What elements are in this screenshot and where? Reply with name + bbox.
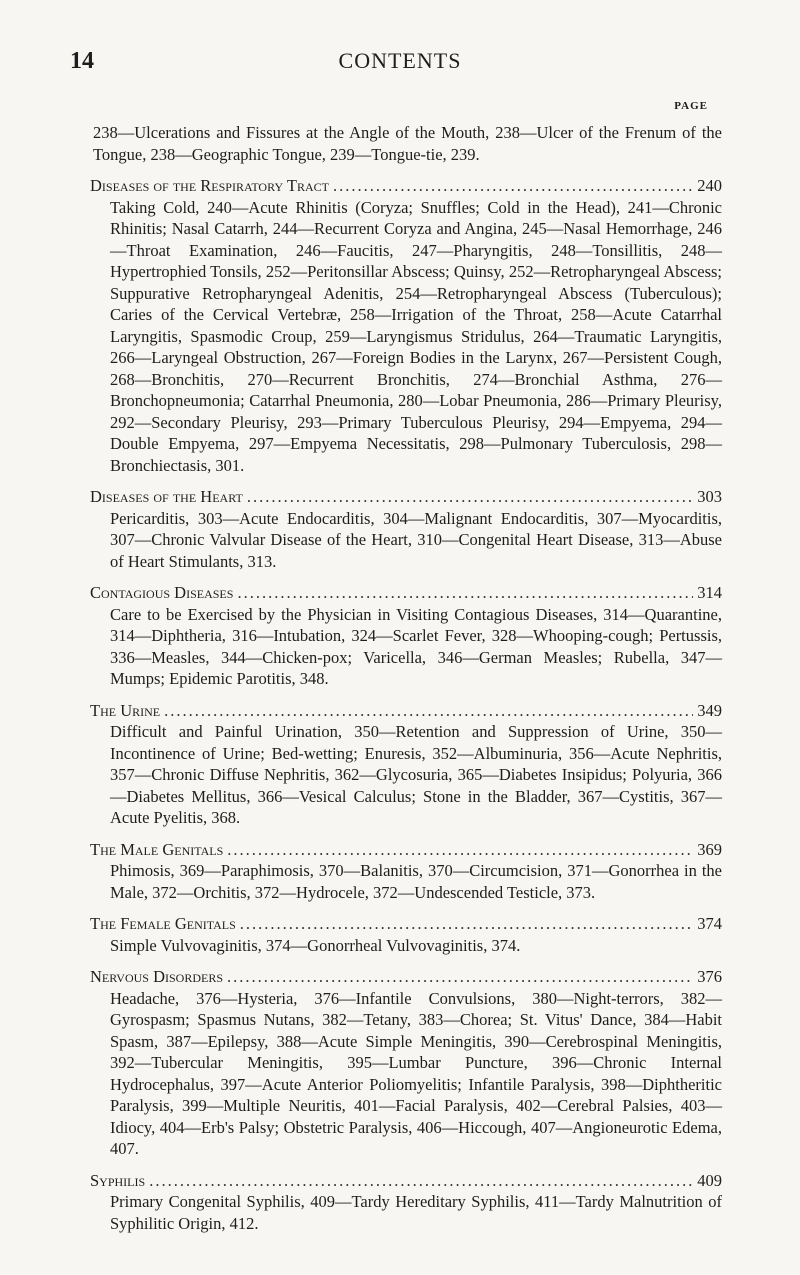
section-page-number: 376 (697, 967, 722, 986)
dot-leader (240, 913, 693, 935)
section-heading (90, 700, 722, 722)
section-page-number: 240 (697, 176, 722, 195)
section-entries: Phimosis, 369—Paraphimosis, 370—Balanitis, 370—Circumcision, 371—Gonorrhea in the Male, 372—Orchitis, 372—Hydrocele, 372—Undescended Testicle, 373. (110, 861, 722, 902)
dot-leader (149, 1170, 693, 1192)
section-female-genitals (90, 913, 722, 956)
section-urine (90, 700, 722, 829)
section-heading (90, 175, 722, 197)
section-heading (90, 1170, 722, 1192)
running-head: CONTENTS (338, 48, 462, 73)
section-title: Contagious Diseases (90, 583, 234, 602)
section-contagious-diseases (90, 582, 722, 690)
section-title: The Urine (90, 700, 161, 720)
section-heading (90, 839, 722, 861)
dot-leader (237, 582, 693, 604)
section-heading (90, 966, 722, 988)
section-heading (90, 486, 722, 508)
section-page-number: 349 (697, 700, 722, 720)
dot-leader (227, 966, 693, 988)
section-entries: Simple Vulvovaginitis, 374—Gonorrheal Vulvovaginitis, 374. (110, 935, 521, 955)
section-entries: Pericarditis, 303—Acute Endocarditis, 304—Malignant Endocarditis, 307—Myocarditis, 307—Chronic Valvular Disease of the Heart, 310—Congenital Heart Disease, 313—Abuse of Heart Stimulants, 313. (110, 508, 722, 571)
section-title: Syphilis (90, 1170, 146, 1190)
dot-leader (247, 486, 693, 508)
section-page-number: 409 (697, 1170, 722, 1190)
section-heart (90, 486, 722, 572)
dot-leader (333, 175, 693, 197)
section-entries: Care to be Exercised by the Physician in Visiting Contagious Diseases, 314—Quarantine, 314—Diphtheria, 316—Intubation, 324—Scarlet Fever, 328—Whooping-cough; Pertussis, 336—Measles, 344—Chicken-pox; Varicella, 346—German Measles; Rubella, 347—Mumps; Epidemic Parotitis, 348. (110, 604, 722, 688)
section-title: Nervous Disorders (90, 967, 224, 986)
section-nervous-disorders (90, 966, 722, 1160)
section-page-number: 369 (697, 839, 722, 859)
section-entries: Taking Cold, 240—Acute Rhinitis (Coryza; Snuffles; Cold in the Head), 241—Chronic Rhinitis; Nasal Catarrh, 244—Recurrent Coryza and Angina, 245—Nasal Hemorrhage, 246—Throat Examination, 246—Faucitis, 247—Pharyngitis, 248—Tonsillitis, 248—Hypertrophied Tonsils, 252—Peritonsillar Abscess; Quinsy, 252—Retropharyngeal Abscess; Suppurative Retropharyngeal Adenitis, 254—Retropharyngeal Abscess (Tuberculous); Caries of the Cervical Vertebræ, 258—Irrigation of the Throat, 258—Acute Catarrhal Laryngitis, Spasmodic Croup, 259—Laryngismus Stridulus, 264—Traumatic Laryngitis, 266—Laryngeal Obstruction, 267—Foreign Bodies in the Larynx, 267—Persistent Cough, 268—Bronchitis, 270—Recurrent Bronchitis, 274—Bronchial Asthma, 276—Bronchopneumonia; Catarrhal Pneumonia, 280—Lobar Pneumonia, 286—Primary Pleurisy, 292—Secondary Pleurisy, 293—Primary Tuberculous Pleurisy, 294—Empyema, 294—Double Empyema, 297—Empyema Necessitatis, 298—Pulmonary Tuberculosis, 298—Bronchiectasis, 301. (110, 197, 722, 475)
section-title: Diseases of the Respiratory Tract (90, 176, 330, 195)
section-page-number: 303 (697, 487, 722, 506)
dot-leader (227, 839, 693, 861)
contents-body (90, 122, 722, 1234)
section-heading (90, 913, 722, 935)
section-entries: Primary Congenital Syphilis, 409—Tardy Hereditary Syphilis, 411—Tardy Malnutrition of Syphilitic Origin, 412. (110, 1192, 722, 1233)
section-entries: Headache, 376—Hysteria, 376—Infantile Convulsions, 380—Night-terrors, 382—Gyrospasm; Spasmus Nutans, 382—Tetany, 383—Chorea; St. Vitus' Dance, 384—Habit Spasm, 387—Epilepsy, 388—Acute Simple Meningitis, 390—Cerebrospinal Meningitis, 392—Tubercular Meningitis, 395—Lumbar Puncture, 396—Chronic Internal Hydrocephalus, 397—Acute Anterior Poliomyelitis; Infantile Paralysis, 398—Diphtheritic Paralysis, 399—Multiple Neuritis, 401—Facial Paralysis, 402—Cerebral Palsies, 403—Idiocy, 404—Erb's Palsy; Obstetric Paralysis, 406—Hiccough, 407—Angioneurotic Edema, 407. (110, 988, 722, 1158)
section-page-number: 314 (697, 583, 722, 602)
section-title: The Male Genitals (90, 839, 224, 859)
dot-leader (164, 700, 693, 722)
section-male-genitals (90, 839, 722, 904)
section-title: Diseases of the Heart (90, 487, 243, 506)
section-title: The Female Genitals (90, 914, 236, 933)
section-heading (90, 582, 722, 604)
page-number: 14 (70, 48, 94, 74)
continued-entries: 238—Ulcerations and Fissures at the Angle of the Mouth, 238—Ulcer of the Frenum of the Tongue, 238—Geographic Tongue, 239—Tongue-tie, 239. (93, 123, 722, 164)
section-syphilis (90, 1170, 722, 1235)
section-page-number: 374 (697, 914, 722, 933)
section-respiratory-tract (90, 175, 722, 476)
section-entries: Difficult and Painful Urination, 350—Retention and Suppression of Urine, 350—Incontinence of Urine; Bed-wetting; Enuresis, 352—Albuminuria, 356—Acute Nephritis, 357—Chronic Diffuse Nephritis, 362—Glycosuria, 365—Diabetes Insipidus; Polyuria, 366—Diabetes Mellitus, 366—Vesical Calculus; Stone in the Bladder, 367—Cystitis, 367—Acute Pyelitis, 368. (110, 722, 722, 827)
page-column-label: PAGE (674, 100, 708, 112)
